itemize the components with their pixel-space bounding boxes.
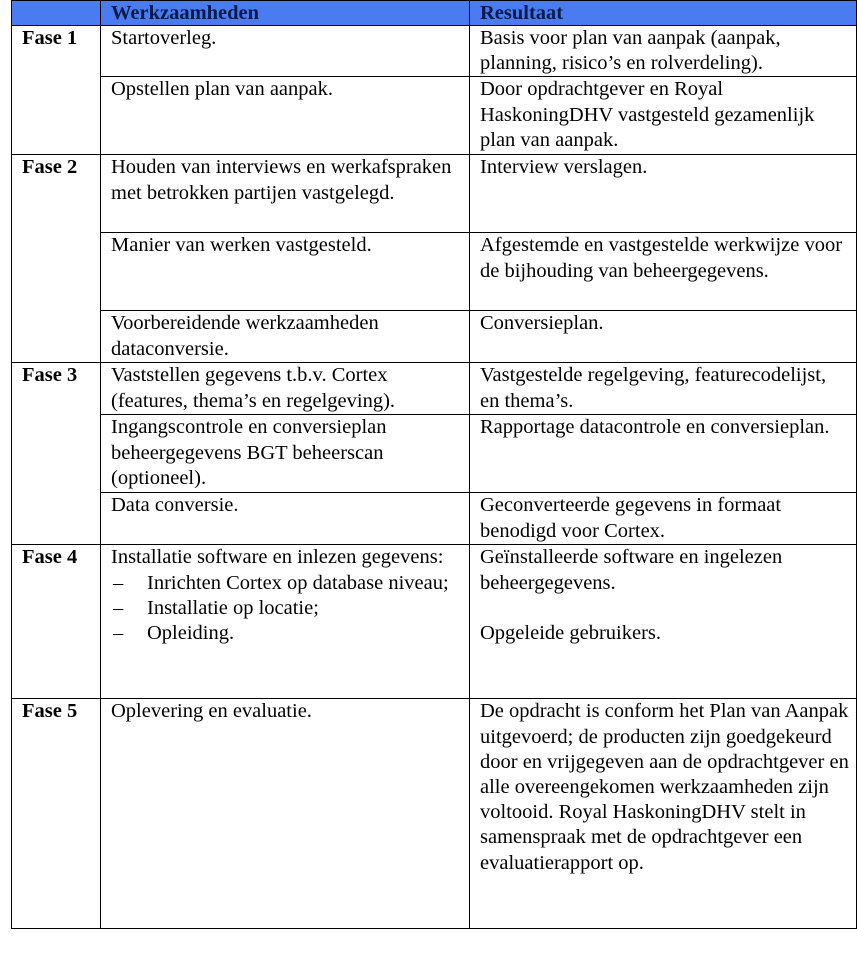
resultaat-cell: Rapportage datacontrole en conversieplan. (470, 415, 857, 493)
header-resultaat: Resultaat (470, 1, 857, 26)
resultaat-cell: Door opdrachtgever en Royal HaskoningDHV vastgesteld gezamenlijk plan van aanpak. (470, 77, 857, 155)
werk-intro: Installatie software en inlezen gegevens: (111, 546, 444, 569)
werk-item-list (111, 571, 463, 647)
resultaat-cell: Vastgestelde regelgeving, featurecodelijst, en thema’s. (470, 363, 857, 415)
table-row (12, 77, 857, 155)
werk-cell: Houden van interviews en werkafspraken met betrokken partijen vastgelegd. (101, 155, 470, 233)
table-row (12, 415, 857, 493)
resultaat-text: Geïnstalleerde software en ingelezen beheergegevens. (480, 546, 783, 594)
phase-label: Fase 1 (12, 26, 101, 155)
resultaat-cell: De opdracht is conform het Plan van Aanpak uitgevoerd; de producten zijn goedgekeurd door en vrijgegeven aan de opdrachtgever en alle overeengekomen werkzaamheden zijn voltooid. Royal HaskoningDHV stelt in samenspraak met de opdrachtgever een evaluatierapport op. (470, 699, 857, 929)
werk-cell: Startoverleg. (101, 26, 470, 77)
werk-cell: Oplevering en evaluatie. (101, 699, 470, 929)
table-row (12, 493, 857, 545)
table-row (12, 363, 857, 415)
header-row (12, 1, 857, 26)
werk-cell: Vaststellen gegevens t.b.v. Cortex (features, thema’s en regelgeving). (101, 363, 470, 415)
resultaat-cell: Geconverteerde gegevens in formaat benodigd voor Cortex. (470, 493, 857, 545)
phase-table (11, 0, 857, 929)
werk-cell: Data conversie. (101, 493, 470, 545)
resultaat-extra: Opgeleide gebruikers. (480, 621, 662, 644)
phase-label: Fase 3 (12, 363, 101, 545)
werk-cell: Voorbereidende werkzaamheden dataconversie. (101, 311, 470, 363)
werk-cell: Ingangscontrole en conversieplan beheergegevens BGT beheerscan (optioneel). (101, 415, 470, 493)
phase-label: Fase 4 (12, 545, 101, 699)
list-item: – Opleiding. (111, 621, 463, 646)
phase-label: Fase 2 (12, 155, 101, 363)
table-row (12, 311, 857, 363)
resultaat-cell: Conversieplan. (470, 311, 857, 363)
resultaat-cell: Basis voor plan van aanpak (aanpak, planning, risico’s en rolverdeling). (470, 26, 857, 77)
werk-cell: Opstellen plan van aanpak. (101, 77, 470, 155)
table-row (12, 545, 857, 699)
list-item: – Installatie op locatie; (111, 596, 463, 621)
table-row (12, 155, 857, 233)
werk-cell (101, 545, 470, 699)
header-phase (12, 1, 101, 26)
table-row (12, 26, 857, 77)
table-row (12, 699, 857, 929)
header-werkzaamheden: Werkzaamheden (101, 1, 470, 26)
table-row (12, 233, 857, 311)
resultaat-cell: Interview verslagen. (470, 155, 857, 233)
phase-label: Fase 5 (12, 699, 101, 929)
resultaat-cell (470, 545, 857, 699)
list-item: – Inrichten Cortex op database niveau; (111, 571, 463, 596)
werk-cell: Manier van werken vastgesteld. (101, 233, 470, 311)
resultaat-cell: Afgestemde en vastgestelde werkwijze voor de bijhouding van beheergegevens. (470, 233, 857, 311)
